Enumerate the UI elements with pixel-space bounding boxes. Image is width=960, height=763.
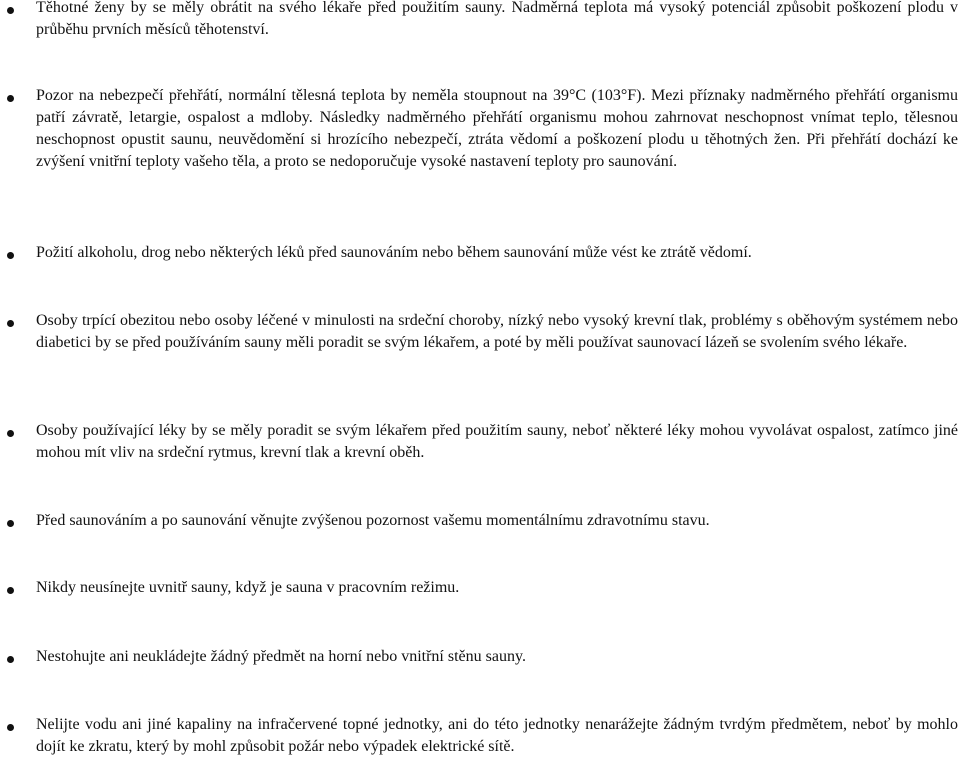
bullet-icon [7,7,14,14]
list-item-text: Před saunováním a po saunování věnujte zvýšenou pozornost vašemu momentálnímu zdravotnímu stavu. [36,512,710,529]
bullet-icon [7,430,14,437]
list-item-text: Těhotné ženy by se měly obrátit na svého lékaře před použitím sauny. Nadměrná teplota má vysoký potenciál způsobit poškození plodu v průběhu prvních měsíců těhotenství. [36,0,958,38]
bullet-icon [7,320,14,327]
bullet-icon [7,587,14,594]
bullet-icon [7,656,14,663]
list-item-text: Nestohujte ani neukládejte žádný předmět na horní nebo vnitřní stěnu sauny. [36,648,526,665]
bullet-icon [7,724,14,731]
list-item-text-part: Při přehřátí dochází ke zvýšení vnitřní teploty vašeho těla, a proto se nedoporučuje vysoké nastavení teploty pro saunování. [36,131,958,170]
list-item-text: Nelijte vodu ani jiné kapaliny na infračervené topné jednotky, ani do této jednotky nenarážejte žádným tvrdým předmětem, neboť by mohlo dojít ke zkratu, který by mohl způsobit požár nebo výpadek elektrické sítě. [36,716,958,755]
bullet-icon [7,252,14,259]
bullet-icon [7,95,14,102]
list-item-text: Osoby používající léky by se měly poradit se svým lékařem před použitím sauny, neboť některé léky mohou vyvolávat ospalost, zatímco jiné mohou mít vliv na srdeční rytmus, krevní tlak a krevní oběh. [36,422,958,461]
list-item-text: Požití alkoholu, drog nebo některých léků před saunováním nebo během saunování může vést ke ztrátě vědomí. [36,244,752,261]
list-item-text: Nikdy neusínejte uvnitř sauny, když je sauna v pracovním režimu. [36,579,460,596]
bullet-icon [7,520,14,527]
list-item-text-part: Mezi příznaky nadměrného přehřátí organismu patří závratě, letargie, ospalost a mdloby. Následky nadměrného přehřátí organismu mohou zahrnovat neschopnost vnímat teplo, tělesnou neschopnost opustit saunu, neuvědomění si hrozícího nebezpečí, ztráta vědomí a poškození plodu u těhotných žen. [36,87,958,148]
list-item-text: Osoby trpící obezitou nebo osoby léčené v minulosti na srdeční choroby, nízký nebo vysoký krevní tlak, problémy s oběhovým systémem nebo diabetici by se před používáním sauny měli poradit se svým lékařem, a poté by měli používat saunovací lázeň se svolením svého lékaře. [36,312,958,351]
list-item-text [36,85,958,173]
list-item-text-part: Pozor na nebezpečí přehřátí, normální tělesná teplota by neměla stoupnout na 39°C (103°F). [36,87,646,104]
